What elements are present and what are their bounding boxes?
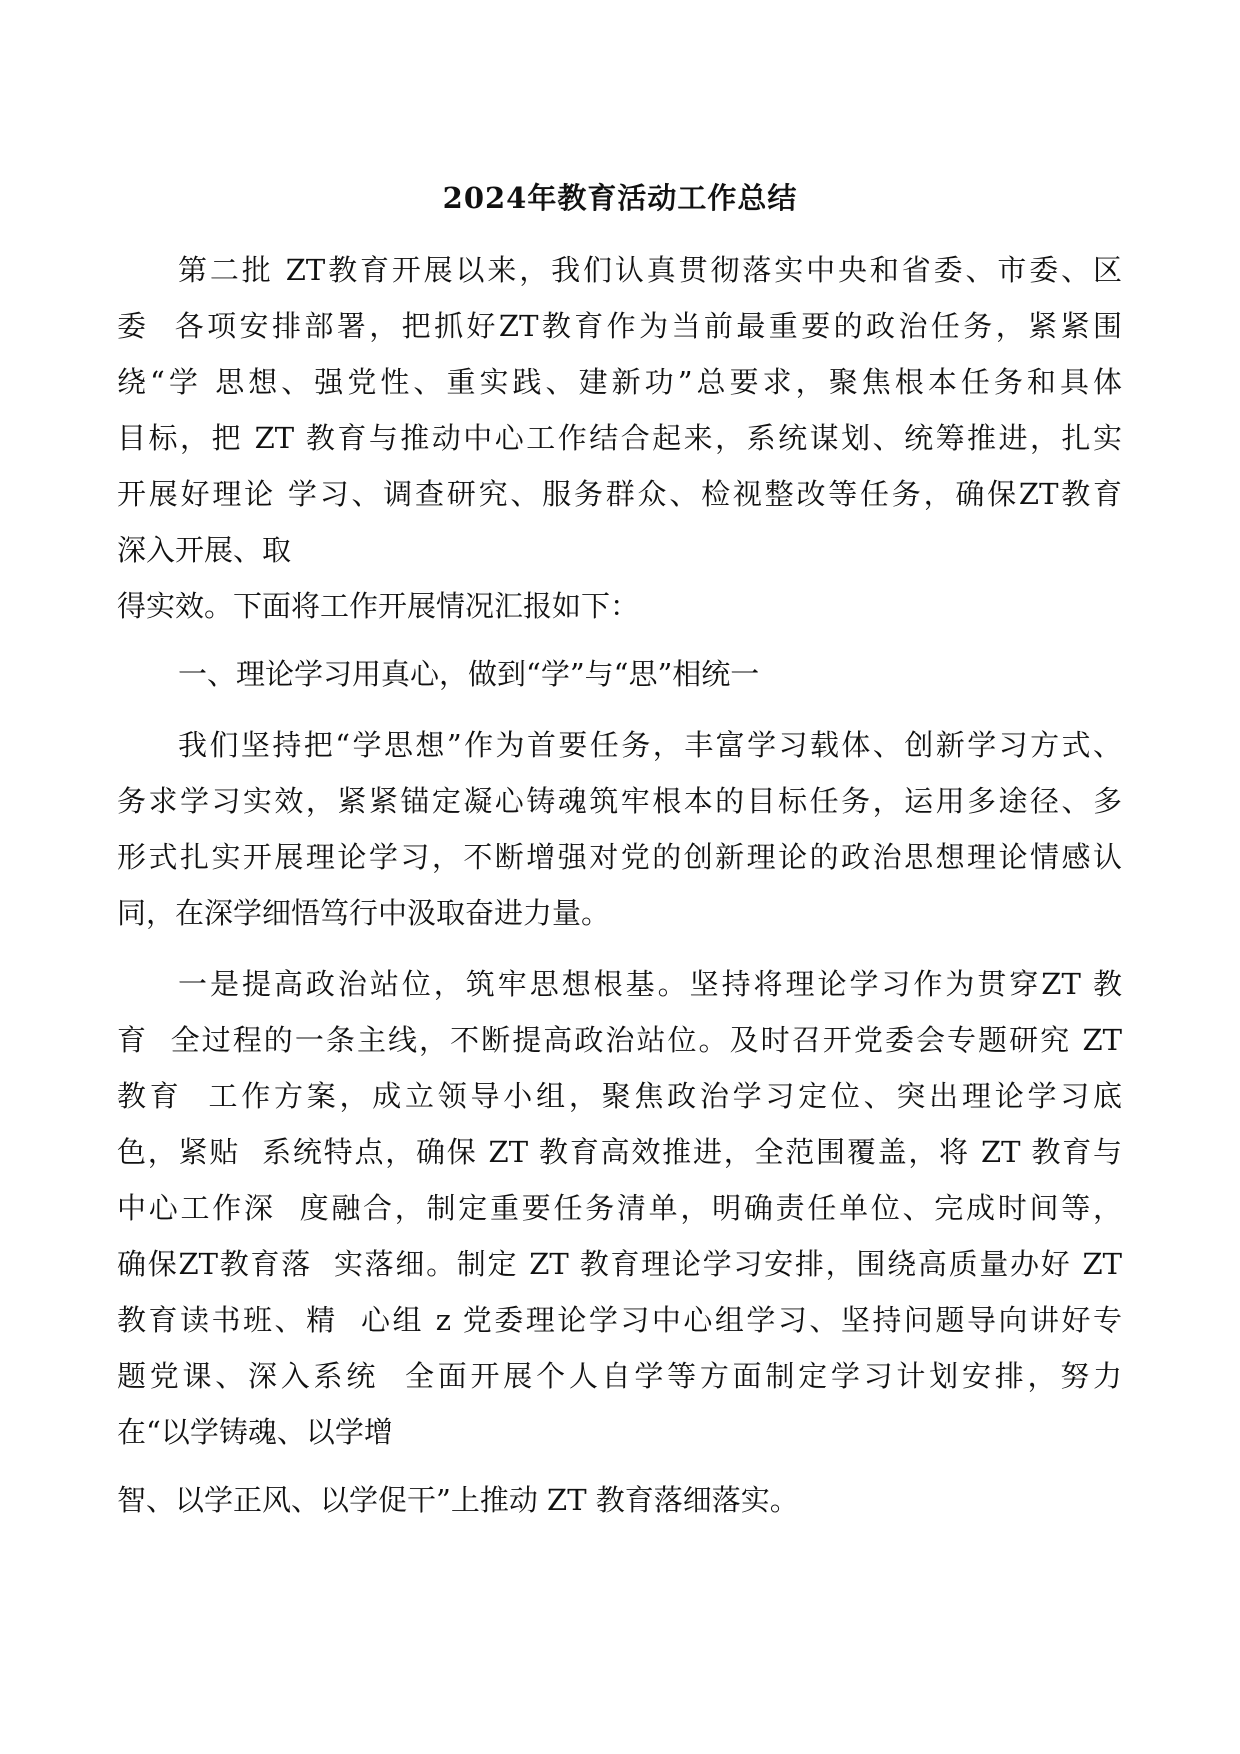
paragraph-line: 我们坚持把“学思想”作为首要任务，丰富学习载体、创新学习方式、 [178,728,1122,762]
paragraph-line: 在“以学铸魂、以学增 [117,1415,393,1449]
section-heading: 一、理论学习用真心，做到“学”与“思”相统一 [178,657,760,691]
paragraph-line: 育 全过程的一条主线，不断提高政治站位。及时召开党委会专题研究 ZT [117,1023,1122,1057]
paragraph-line: 深入开展、取 [117,533,292,567]
paragraph-line: 目标，把 ZT 教育与推动中心工作结合起来，系统谋划、统筹推进，扎实 [117,421,1122,455]
paragraph-line: 开展好理论 学习、调查研究、服务群众、检视整改等任务，确保ZT教育 [117,477,1122,511]
paragraph-line: 智、以学正风、以学促干”上推动 ZT 教育落细落实。 [117,1483,799,1517]
paragraph-line: 确保ZT教育落 实落细。制定 ZT 教育理论学习安排，围绕高质量办好 ZT [117,1247,1122,1281]
paragraph-line: 一是提高政治站位，筑牢思想根基。坚持将理论学习作为贯穿ZT 教 [178,967,1122,1001]
paragraph-line: 教育 工作方案，成立领导小组，聚焦政治学习定位、突出理论学习底 [117,1079,1122,1113]
paragraph-line: 绕“学 思想、强党性、重实践、建新功”总要求，聚焦根本任务和具体 [117,365,1122,399]
paragraph-line: 务求学习实效，紧紧锚定凝心铸魂筑牢根本的目标任务，运用多途径、多 [117,784,1122,818]
paragraph-line: 题党课、深入系统 全面开展个人自学等方面制定学习计划安排，努力 [117,1359,1122,1393]
paragraph-line: 形式扎实开展理论学习，不断增强对党的创新理论的政治思想理论情感认 [117,840,1122,874]
paragraph-line: 委 各项安排部署，把抓好ZT教育作为当前最重要的政治任务，紧紧围 [117,309,1122,343]
paragraph-line: 中心工作深 度融合，制定重要任务清单，明确责任单位、完成时间等， [117,1191,1122,1225]
paragraph-line: 得实效。下面将工作开展情况汇报如下： [117,589,640,623]
paragraph-line: 第二批 ZT教育开展以来，我们认真贯彻落实中央和省委、市委、区 [178,253,1122,287]
document-title: 2024年教育活动工作总结 [442,181,798,215]
paragraph-line: 教育读书班、精 心组 z 党委理论学习中心组学习、坚持问题导向讲好专 [117,1303,1122,1337]
paragraph-line: 色，紧贴 系统特点，确保 ZT 教育高效推进，全范围覆盖，将 ZT 教育与 [117,1135,1122,1169]
paragraph-line: 同，在深学细悟笃行中汲取奋进力量。 [117,896,611,930]
